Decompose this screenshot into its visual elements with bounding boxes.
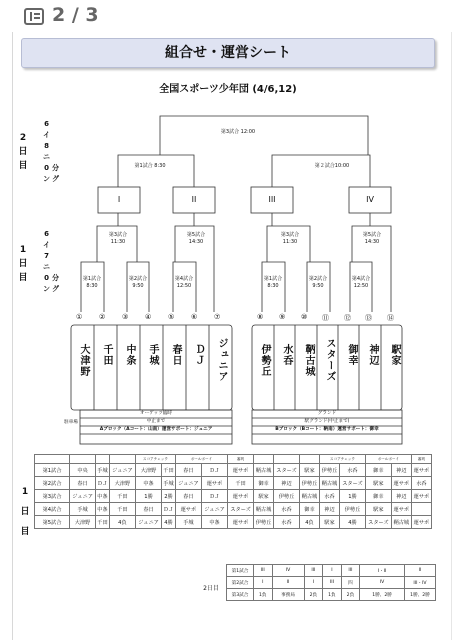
- table-cell: I・II: [360, 565, 405, 577]
- table-cell: 1勝: [339, 490, 365, 503]
- sched-day-3: 目: [20, 527, 30, 537]
- table-cell: 1負: [323, 589, 342, 601]
- table-cell: 大津野: [135, 464, 161, 477]
- table-cell: スターズ: [274, 464, 300, 477]
- r1-match-4: 第1試合 8:30: [263, 276, 283, 289]
- table-cell: 手城: [175, 516, 201, 529]
- table-cell: 4勝: [162, 516, 176, 529]
- table-cell: 1負: [254, 589, 273, 601]
- table-cell: 駅家: [254, 490, 274, 503]
- table-cell: 鞆古城: [254, 464, 274, 477]
- table-cell: ジュニア: [175, 477, 201, 490]
- table-cell: 駅家: [319, 516, 339, 529]
- team-name: 御幸: [346, 344, 357, 366]
- table-cell: 運サポ: [201, 477, 227, 490]
- block-IV: IV: [366, 195, 374, 204]
- table-cell: スターズ: [339, 477, 365, 490]
- table-cell: 神辺: [391, 464, 411, 477]
- table-cell: 中条: [96, 490, 110, 503]
- table-cell: 第1試合: [227, 565, 254, 577]
- table-cell: ボールボーイ: [365, 455, 411, 464]
- table-cell: 1勝、2勝: [405, 589, 436, 601]
- table-cell: 2負: [304, 589, 323, 601]
- table-cell: 神辺: [274, 477, 300, 490]
- table-cell: スターズ: [365, 516, 391, 529]
- table-cell: 春日: [70, 477, 96, 490]
- table-cell: [411, 503, 431, 516]
- sched-day-2: 日: [20, 507, 30, 517]
- table-cell: 春日: [135, 503, 161, 516]
- team-name: 大津野: [78, 344, 89, 377]
- table-cell: 第4試合: [35, 503, 70, 516]
- r1-match-1: 第1試合 8:30: [82, 276, 102, 289]
- table-cell: 運サポ: [391, 503, 411, 516]
- table-cell: 手城: [96, 464, 110, 477]
- r1-match-6: 第4試合 12:50: [351, 276, 371, 289]
- table-cell: 水呑: [319, 490, 339, 503]
- info-right-2: 駅グランド(中止まで): [304, 419, 350, 424]
- table-cell: [70, 455, 96, 464]
- table-cell: 千田: [109, 490, 135, 503]
- table-cell: 中条: [201, 516, 227, 529]
- table-cell: 伊勢丘: [299, 477, 319, 490]
- table-cell: ボールボーイ: [175, 455, 227, 464]
- table-cell: 4負: [299, 516, 319, 529]
- info-right-1: グランド: [317, 411, 337, 416]
- table-cell: 4負: [109, 516, 135, 529]
- table-cell: 千田: [96, 516, 110, 529]
- table-cell: 鞆古城: [391, 516, 411, 529]
- r2-match-2: 第5試合 14:30: [186, 232, 206, 245]
- table-cell: ジュニア: [201, 503, 227, 516]
- table-cell: III: [341, 565, 360, 577]
- day2-table-label: 2日目: [203, 585, 219, 592]
- table-cell: III: [304, 565, 323, 577]
- day1-schedule-table: [34, 454, 432, 529]
- table-cell: I: [323, 565, 342, 577]
- table-cell: 水呑: [274, 503, 300, 516]
- table-cell: [35, 455, 70, 464]
- table-cell: [274, 455, 300, 464]
- table-cell: 千田: [228, 477, 254, 490]
- table-cell: 審判: [228, 455, 254, 464]
- block-I: I: [117, 195, 121, 204]
- table-cell: 神辺: [319, 503, 339, 516]
- team-name: 駅家: [389, 344, 400, 366]
- team-name: 手城: [147, 344, 158, 366]
- table-cell: 御幸: [365, 464, 391, 477]
- table-cell: 第5試合: [35, 516, 70, 529]
- table-cell: [254, 455, 274, 464]
- table-cell: II: [405, 565, 436, 577]
- table-cell: I: [254, 577, 273, 589]
- block-II: II: [191, 195, 197, 204]
- info-left-1: オーゲッツ臨時: [140, 411, 172, 416]
- table-cell: 第2試合: [35, 477, 70, 490]
- r2-match-4: 第5試合 14:30: [362, 232, 382, 245]
- table-cell: 審判: [411, 455, 431, 464]
- page-title: 組合せ・運営シート: [21, 38, 435, 68]
- table-cell: スコアチェック: [135, 455, 175, 464]
- table-cell: 鞆古城: [254, 503, 274, 516]
- table-cell: I: [304, 577, 323, 589]
- table-cell: スターズ: [228, 503, 254, 516]
- team-name: 水呑: [281, 344, 292, 366]
- table-row: [35, 516, 432, 529]
- team-name: ジュニア: [216, 338, 227, 382]
- table-cell: 御幸: [299, 503, 319, 516]
- table-cell: 第1試合: [35, 464, 70, 477]
- info-right-3: Bブロック（Bコート：鞆南）運営サポート：御幸: [275, 427, 379, 432]
- day2-schedule-table: [226, 564, 436, 601]
- team-name: スターズ: [324, 338, 335, 382]
- table-cell: 水呑: [411, 477, 431, 490]
- table-cell: 運サポ: [175, 503, 201, 516]
- table-cell: 2勝: [162, 490, 176, 503]
- table-cell: 運サポ: [411, 464, 431, 477]
- team-name: 中条: [124, 344, 135, 366]
- table-cell: [96, 455, 110, 464]
- table-cell: 2負: [341, 589, 360, 601]
- table-cell: 第3試合: [35, 490, 70, 503]
- table-cell: 手城: [70, 503, 96, 516]
- table-cell: III: [254, 565, 273, 577]
- table-cell: 大津野: [109, 477, 135, 490]
- table-cell: [109, 455, 135, 464]
- table-cell: 御幸: [365, 490, 391, 503]
- team-name: 鞆古城: [303, 344, 314, 377]
- table-row: [227, 565, 436, 577]
- table-cell: 第3試合: [227, 589, 254, 601]
- table-cell: 運サポ: [228, 464, 254, 477]
- table-cell: 中条: [135, 477, 161, 490]
- table-cell: 神辺: [391, 490, 411, 503]
- table-cell: 伊勢丘: [254, 516, 274, 529]
- table-header-row: [35, 455, 432, 464]
- table-cell: 千田: [109, 503, 135, 516]
- info-left-2: 中止まで: [146, 419, 166, 424]
- table-cell: 手城: [162, 477, 176, 490]
- table-cell: 中条: [96, 503, 110, 516]
- team-name: ＤＪ: [193, 344, 204, 366]
- table-cell: 運サポ: [228, 516, 254, 529]
- team-name: 神辺: [367, 344, 378, 366]
- table-cell: 運サポ: [411, 490, 431, 503]
- r2-match-1: 第3試合 11:30: [108, 232, 128, 245]
- table-cell: 第2試合: [227, 577, 254, 589]
- table-row: [227, 577, 436, 589]
- table-cell: 鞆古城: [299, 490, 319, 503]
- table-row: [227, 589, 436, 601]
- table-cell: 中央: [70, 464, 96, 477]
- event-title: 全国スポーツ少年団 (4/6,12): [159, 84, 297, 95]
- table-cell: 運サポ: [228, 490, 254, 503]
- table-cell: 御幸: [254, 477, 274, 490]
- sched-day-1: 1: [21, 487, 29, 497]
- table-cell: 4勝: [339, 516, 365, 529]
- table-cell: ＤＪ: [162, 503, 176, 516]
- table-cell: IV: [360, 577, 405, 589]
- block-III: III: [268, 195, 276, 204]
- table-cell: III: [323, 577, 342, 589]
- table-cell: 事務局: [272, 589, 304, 601]
- table-cell: 春日: [175, 490, 201, 503]
- table-cell: 千田: [162, 464, 176, 477]
- info-left-3: Aブロック（Aコート：山南）運営サポート：ジュニア: [99, 427, 213, 432]
- table-cell: [299, 455, 319, 464]
- team-name: 春日: [170, 344, 181, 366]
- table-row: [35, 490, 432, 503]
- table-cell: ジュニア: [70, 490, 96, 503]
- table-cell: IV: [272, 565, 304, 577]
- page-counter: 2 / 3: [52, 4, 99, 26]
- table-row: [35, 464, 432, 477]
- table-cell: ジュニア: [109, 464, 135, 477]
- table-cell: 大津野: [70, 516, 96, 529]
- r1-match-3: 第4試合 12:50: [174, 276, 194, 289]
- team-name: 千田: [101, 344, 112, 366]
- table-cell: II: [272, 577, 304, 589]
- team-name: 伊勢丘: [259, 344, 270, 377]
- table-cell: 水呑: [274, 516, 300, 529]
- table-cell: 駅家: [299, 464, 319, 477]
- parking-label: 駐車場: [64, 420, 78, 425]
- table-cell: III・IV: [405, 577, 436, 589]
- table-cell: 伊勢丘: [339, 503, 365, 516]
- semi-left-label: 第1試合 8:30: [134, 163, 166, 169]
- r1-match-5: 第2試合 9:50: [308, 276, 328, 289]
- table-cell: ＤＪ: [96, 477, 110, 490]
- table-cell: 四: [341, 577, 360, 589]
- final-match-label: 第3試合 12:00: [220, 129, 256, 135]
- table-cell: ＤＪ: [201, 490, 227, 503]
- table-cell: 伊勢丘: [274, 490, 300, 503]
- table-cell: 鞆古城: [319, 477, 339, 490]
- table-row: [35, 477, 432, 490]
- table-cell: ジュニア: [135, 516, 161, 529]
- table-row: [35, 503, 432, 516]
- table-cell: 運サポ: [411, 516, 431, 529]
- table-cell: 伊勢丘: [319, 464, 339, 477]
- table-cell: 運サポ: [391, 477, 411, 490]
- table-cell: 1勝、2勝: [360, 589, 405, 601]
- table-cell: 駅家: [365, 503, 391, 516]
- table-cell: 春日: [175, 464, 201, 477]
- r2-match-3: 第3試合 11:30: [280, 232, 300, 245]
- r1-match-2: 第2試合 9:50: [128, 276, 148, 289]
- table-cell: 1勝: [135, 490, 161, 503]
- semi-right-label: 第２試合10:00: [314, 163, 350, 169]
- table-cell: ＤＪ: [201, 464, 227, 477]
- table-cell: 駅家: [365, 477, 391, 490]
- table-cell: 水呑: [339, 464, 365, 477]
- table-cell: スコアチェック: [319, 455, 365, 464]
